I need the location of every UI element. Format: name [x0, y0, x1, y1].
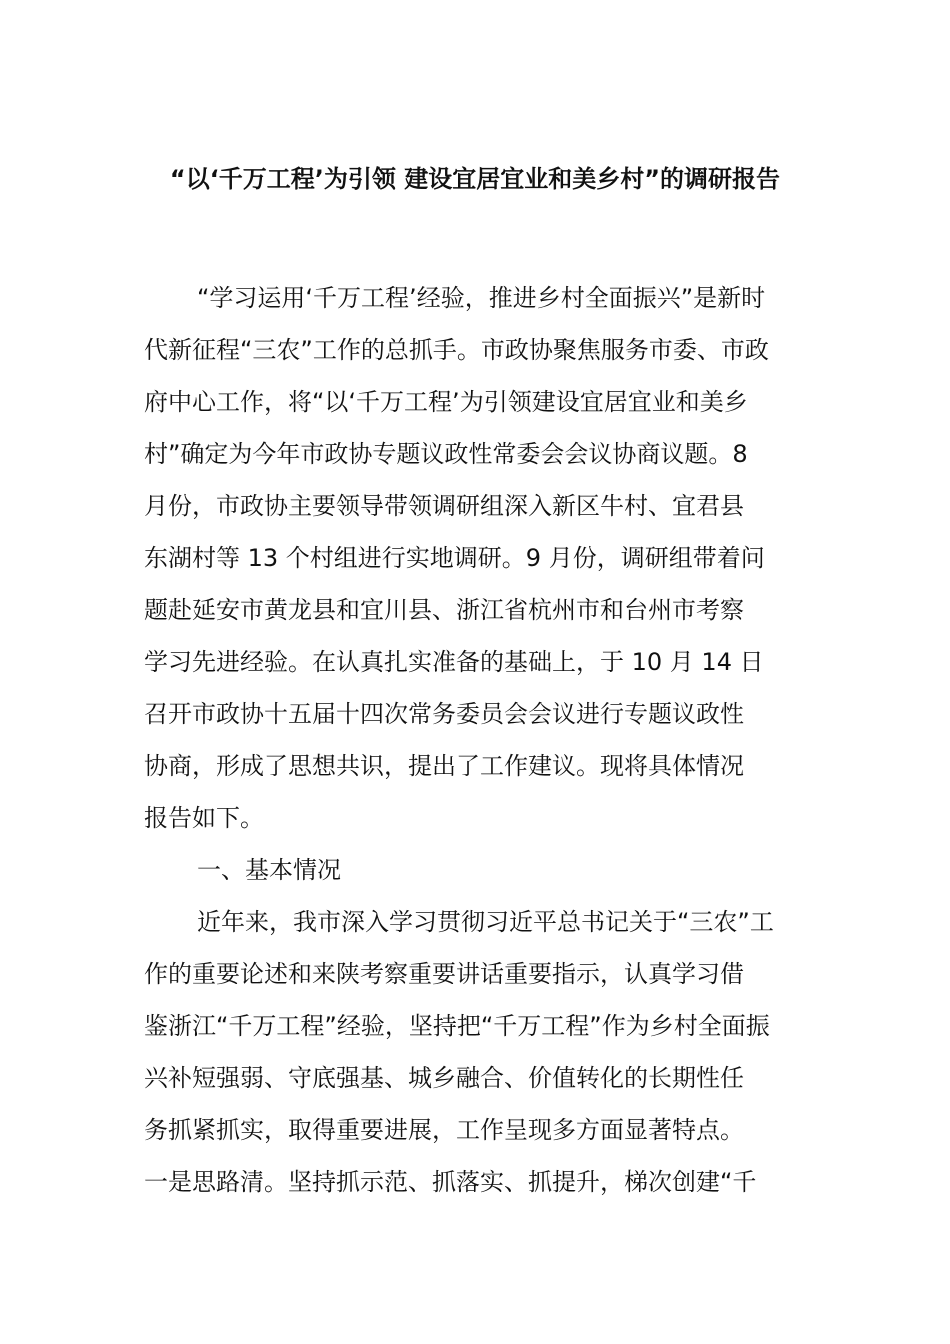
body-line-16: 兴补短强弱、守底强基、城乡融合、价值转化的长期性任	[144, 1064, 744, 1092]
body-line-4: 村”确定为今年市政协专题议政性常委会会议协商议题。8	[144, 440, 748, 468]
body-line-8: 学习先进经验。在认真扎实准备的基础上，于 10 月 14 日	[144, 648, 764, 676]
body-line-6: 东湖村等 13 个村组进行实地调研。9 月份，调研组带着问	[144, 544, 765, 572]
body-line-18: 一是思路清。坚持抓示范、抓落实、抓提升，梯次创建“千	[144, 1168, 757, 1196]
document-title: “以‘千万工程’为引领 建设宜居宜业和美乡村”的调研报告	[169, 165, 781, 193]
body-line-10: 协商，形成了思想共识，提出了工作建议。现将具体情况	[144, 752, 744, 780]
body-line-17: 务抓紧抓实，取得重要进展，工作呈现多方面显著特点。	[144, 1116, 744, 1144]
section-heading-basic: 一、基本情况	[197, 856, 341, 884]
body-line-14: 作的重要论述和来陕考察重要讲话重要指示，认真学习借	[144, 960, 744, 988]
body-line-1: “学习运用‘千万工程’经验，推进乡村全面振兴”是新时	[197, 284, 766, 312]
body-line-5: 月份，市政协主要领导带领调研组深入新区牛村、宜君县	[144, 492, 744, 520]
body-line-7: 题赴延安市黄龙县和宜川县、浙江省杭州市和台州市考察	[144, 596, 744, 624]
body-line-2: 代新征程“三农”工作的总抓手。市政协聚焦服务市委、市政	[144, 336, 769, 364]
body-line-9: 召开市政协十五届十四次常务委员会会议进行专题议政性	[144, 700, 744, 728]
body-line-15: 鉴浙江“千万工程”经验，坚持把“千万工程”作为乡村全面振	[144, 1012, 770, 1040]
body-line-11: 报告如下。	[144, 804, 264, 832]
body-line-3: 府中心工作，将“以‘千万工程’为引领建设宜居宜业和美乡	[144, 388, 748, 416]
body-line-13: 近年来，我市深入学习贯彻习近平总书记关于“三农”工	[197, 908, 774, 936]
